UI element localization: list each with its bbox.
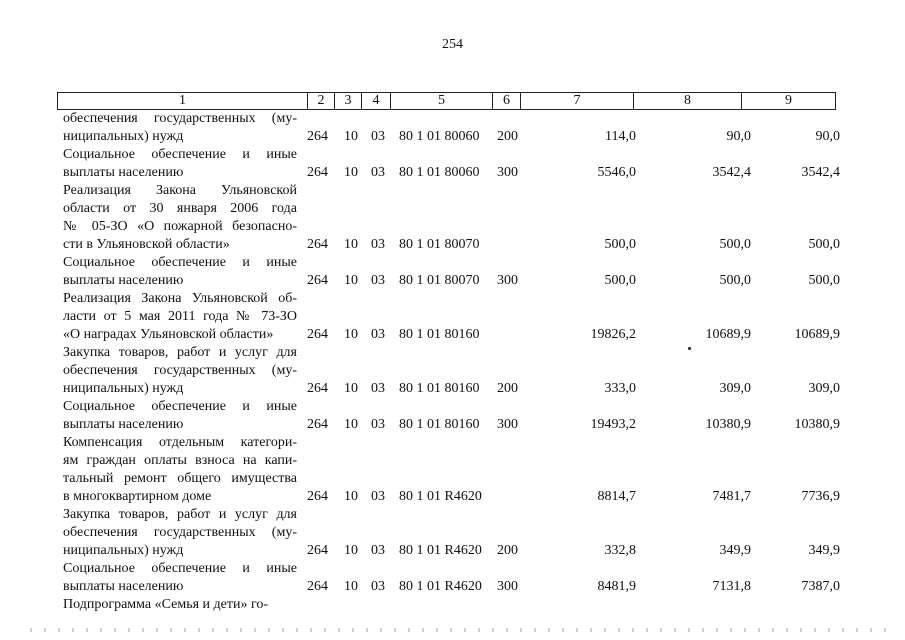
table-row: [0, 596, 905, 614]
cell-c2: 264: [307, 129, 328, 144]
description-line: выплаты населению: [63, 165, 184, 180]
description-line: ниципальных) нужд: [63, 381, 184, 396]
cell-c8: 7481,7: [712, 489, 751, 504]
description-line: Закупка товаров, работ и услуг для: [63, 345, 297, 360]
cell-c5: 80 1 01 80060: [399, 165, 480, 180]
cell-c9: 3542,4: [801, 165, 840, 180]
col-2-header: 2: [308, 93, 335, 110]
row-description: [63, 398, 297, 434]
cell-c7: 500,0: [604, 237, 636, 252]
cell-c9: 500,0: [808, 273, 840, 288]
row-description: [63, 290, 297, 344]
cell-c4: 03: [371, 237, 385, 252]
cell-c3: 10: [344, 327, 358, 342]
cell-c7: 114,0: [605, 129, 636, 144]
cell-c9: 7387,0: [801, 579, 840, 594]
cell-c9: 10689,9: [794, 327, 840, 342]
cell-c5: 80 1 01 80070: [399, 273, 480, 288]
description-line: Реализация Закона Ульяновской об-: [63, 291, 297, 306]
cell-c7: 333,0: [604, 381, 636, 396]
cell-c8: 10380,9: [705, 417, 751, 432]
row-description: [63, 182, 297, 254]
cell-c2: 264: [307, 165, 328, 180]
cell-c3: 10: [344, 381, 358, 396]
description-line: в многоквартирном доме: [63, 489, 212, 504]
cell-c9: 10380,9: [794, 417, 840, 432]
cell-c2: 264: [307, 543, 328, 558]
page-number: 254: [442, 37, 463, 52]
cell-c7: 8814,7: [597, 489, 636, 504]
description-line: тальный ремонт общего имущества: [63, 471, 297, 486]
description-line: обеспечения государственных (му-: [63, 525, 297, 540]
cell-c6: 200: [497, 381, 518, 396]
cell-c8: 349,9: [719, 543, 751, 558]
description-line: ниципальных) нужд: [63, 543, 184, 558]
cell-c3: 10: [344, 543, 358, 558]
cell-c7: 332,8: [604, 543, 636, 558]
cell-c4: 03: [371, 129, 385, 144]
cell-c9: 349,9: [808, 543, 840, 558]
scan-speck: [688, 347, 691, 350]
row-description: [63, 560, 297, 596]
table-row: [0, 290, 905, 344]
col-9-header: 9: [742, 93, 836, 110]
row-description: [63, 146, 297, 182]
description-line: Реализация Закона Ульяновской: [63, 183, 297, 198]
cell-c7: 500,0: [604, 273, 636, 288]
description-line: ям граждан оплаты взноса на капи-: [63, 453, 297, 468]
cell-c8: 309,0: [719, 381, 751, 396]
cell-c7: 8481,9: [597, 579, 636, 594]
cell-c7: 19826,2: [590, 327, 636, 342]
description-line: обеспечения государственных (му-: [63, 111, 297, 126]
description-line: Подпрограмма «Семья и дети» го-: [63, 597, 269, 612]
cell-c3: 10: [344, 129, 358, 144]
cell-c6: 300: [497, 579, 518, 594]
cell-c8: 90,0: [726, 129, 751, 144]
description-line: № 05-ЗО «О пожарной безопасно-: [63, 219, 297, 234]
row-description: [63, 434, 297, 506]
description-line: ниципальных) нужд: [63, 129, 184, 144]
description-line: Социальное обеспечение и иные: [63, 399, 297, 414]
cell-c4: 03: [371, 165, 385, 180]
table-row: [0, 560, 905, 596]
cell-c8: 500,0: [719, 237, 751, 252]
cell-c2: 264: [307, 273, 328, 288]
description-line: сти в Ульяновской области»: [63, 237, 230, 252]
col-6-header: 6: [493, 93, 521, 110]
row-description: [63, 344, 297, 398]
table-row: [0, 182, 905, 254]
table-row: [0, 110, 905, 146]
row-description: [63, 506, 297, 560]
cell-c5: 80 1 01 80070: [399, 237, 480, 252]
cell-c7: 19493,2: [590, 417, 636, 432]
cell-c2: 264: [307, 327, 328, 342]
cell-c9: 309,0: [808, 381, 840, 396]
cell-c5: 80 1 01 R4620: [399, 579, 482, 594]
budget-table-body: [0, 110, 905, 614]
description-line: Социальное обеспечение и иные: [63, 561, 297, 576]
cell-c4: 03: [371, 381, 385, 396]
cell-c4: 03: [371, 489, 385, 504]
cell-c4: 03: [371, 273, 385, 288]
description-line: выплаты населению: [63, 273, 184, 288]
cell-c6: 300: [497, 417, 518, 432]
col-4-header: 4: [362, 93, 391, 110]
table-row: [0, 344, 905, 398]
cell-c5: 80 1 01 80060: [399, 129, 480, 144]
cell-c2: 264: [307, 237, 328, 252]
row-description: [63, 254, 297, 290]
cell-c2: 264: [307, 489, 328, 504]
cell-c8: 10689,9: [705, 327, 751, 342]
column-header-row: [57, 92, 836, 110]
cell-c5: 80 1 01 R4620: [399, 543, 482, 558]
cell-c3: 10: [344, 417, 358, 432]
table-row: [0, 398, 905, 434]
col-8-header: 8: [634, 93, 742, 110]
cell-c6: 300: [497, 273, 518, 288]
scan-edge-noise: [30, 628, 890, 632]
cell-c5: 80 1 01 R4620: [399, 489, 482, 504]
cell-c7: 5546,0: [597, 165, 636, 180]
cell-c6: 200: [497, 129, 518, 144]
cell-c5: 80 1 01 80160: [399, 381, 480, 396]
cell-c2: 264: [307, 417, 328, 432]
table-row: [0, 434, 905, 506]
description-line: Закупка товаров, работ и услуг для: [63, 507, 297, 522]
cell-c2: 264: [307, 579, 328, 594]
cell-c4: 03: [371, 543, 385, 558]
description-line: выплаты населению: [63, 579, 184, 594]
cell-c6: 200: [497, 543, 518, 558]
cell-c3: 10: [344, 237, 358, 252]
cell-c4: 03: [371, 327, 385, 342]
table-row: [0, 146, 905, 182]
cell-c5: 80 1 01 80160: [399, 327, 480, 342]
row-description: [63, 110, 297, 146]
row-description: [63, 596, 297, 614]
cell-c3: 10: [344, 489, 358, 504]
cell-c9: 7736,9: [801, 489, 840, 504]
table-row: [0, 506, 905, 560]
col-3-header: 3: [335, 93, 362, 110]
cell-c5: 80 1 01 80160: [399, 417, 480, 432]
table-row: [0, 254, 905, 290]
description-line: области от 30 января 2006 года: [63, 201, 297, 216]
cell-c8: 7131,8: [712, 579, 751, 594]
cell-c3: 10: [344, 165, 358, 180]
cell-c6: 300: [497, 165, 518, 180]
col-7-header: 7: [521, 93, 634, 110]
description-line: Социальное обеспечение и иные: [63, 147, 297, 162]
cell-c4: 03: [371, 417, 385, 432]
description-line: Компенсация отдельным категори-: [63, 435, 297, 450]
col-1-header: 1: [58, 93, 308, 110]
description-line: Социальное обеспечение и иные: [63, 255, 297, 270]
cell-c3: 10: [344, 579, 358, 594]
cell-c8: 500,0: [719, 273, 751, 288]
description-line: ласти от 5 мая 2011 года № 73-ЗО: [63, 309, 297, 324]
col-5-header: 5: [391, 93, 493, 110]
description-line: выплаты населению: [63, 417, 184, 432]
cell-c3: 10: [344, 273, 358, 288]
cell-c4: 03: [371, 579, 385, 594]
cell-c2: 264: [307, 381, 328, 396]
description-line: обеспечения государственных (му-: [63, 363, 297, 378]
cell-c9: 90,0: [815, 129, 840, 144]
cell-c9: 500,0: [808, 237, 840, 252]
cell-c8: 3542,4: [712, 165, 751, 180]
description-line: «О наградах Ульяновской области»: [63, 327, 274, 342]
